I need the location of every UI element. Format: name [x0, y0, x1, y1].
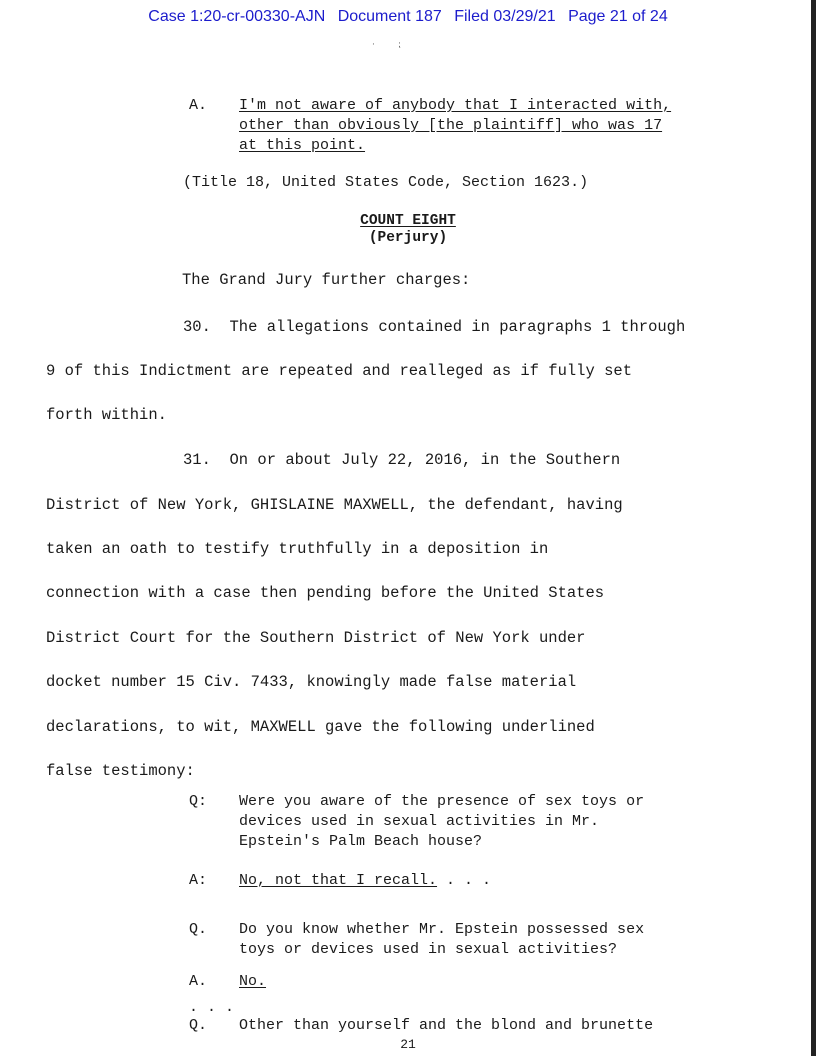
statute-citation: (Title 18, United States Code, Section 1623.) [183, 174, 589, 191]
q1-line-2: devices used in sexual activities in Mr. [239, 813, 600, 830]
a1-trailing: . . . [437, 872, 492, 889]
paragraph-30-line-1: 30. The allegations contained in paragraphs 1 through [183, 318, 686, 336]
testimony-ellipsis: . . . [189, 999, 235, 1016]
q3-label: Q. [189, 1017, 208, 1034]
a1-label: A: [189, 872, 208, 889]
a1-answer [239, 871, 491, 891]
top-answer-line-1: I'm not aware of anybody that I interacted with, [239, 97, 672, 114]
paragraph-31-line-7: declarations, to wit, MAXWELL gave the following underlined [46, 718, 595, 736]
q1-line-3: Epstein's Palm Beach house? [239, 833, 483, 850]
paragraph-31-line-5: District Court for the Southern District of New York under [46, 629, 586, 647]
page-of: Page 21 of 24 [568, 8, 668, 25]
q1-label: Q: [189, 793, 208, 810]
top-answer-line-3: at this point. [239, 137, 366, 154]
top-answer-line-2: other than obviously [the plaintiff] who was 17 [239, 117, 663, 134]
paragraph-31-line-6: docket number 15 Civ. 7433, knowingly made false material [46, 673, 577, 691]
count-subtitle: (Perjury) [368, 230, 448, 246]
q1-line-1: Were you aware of the presence of sex toys or [239, 793, 645, 810]
top-answer-label: A. [189, 97, 208, 114]
scan-edge [811, 0, 816, 1056]
q2-line-1: Do you know whether Mr. Epstein possessed sex [239, 921, 645, 938]
paragraph-31-line-4: connection with a case then pending before the United States [46, 584, 605, 602]
q2-line-2: toys or devices used in sexual activities? [239, 941, 618, 958]
paragraph-31-line-1: 31. On or about July 22, 2016, in the Southern [183, 451, 621, 469]
page-number: 21 [400, 1037, 416, 1052]
document-number: Document 187 [337, 8, 442, 25]
filed-date: Filed 03/29/21 [454, 8, 556, 25]
scan-specks: · ⁏ [372, 40, 401, 50]
charge-intro: The Grand Jury further charges: [182, 271, 471, 289]
count-title: COUNT EIGHT [360, 213, 456, 229]
paragraph-31-line-8: false testimony: [46, 762, 195, 780]
a2-answer: No. [239, 973, 267, 990]
q3-line-1: Other than yourself and the blond and brunette [239, 1017, 654, 1034]
paragraph-31-line-3: taken an oath to testify truthfully in a deposition in [46, 540, 549, 558]
case-number: Case 1:20-cr-00330-AJN [148, 8, 326, 25]
paragraph-31-line-2: District of New York, GHISLAINE MAXWELL, the defendant, having [46, 496, 623, 514]
paragraph-30-line-2: 9 of this Indictment are repeated and realleged as if fully set [46, 362, 632, 380]
a1-underlined: No, not that I recall. [239, 872, 438, 889]
case-header [0, 8, 816, 26]
paragraph-30-line-3: forth within. [46, 406, 167, 424]
a2-label: A. [189, 973, 208, 990]
q2-label: Q. [189, 921, 208, 938]
